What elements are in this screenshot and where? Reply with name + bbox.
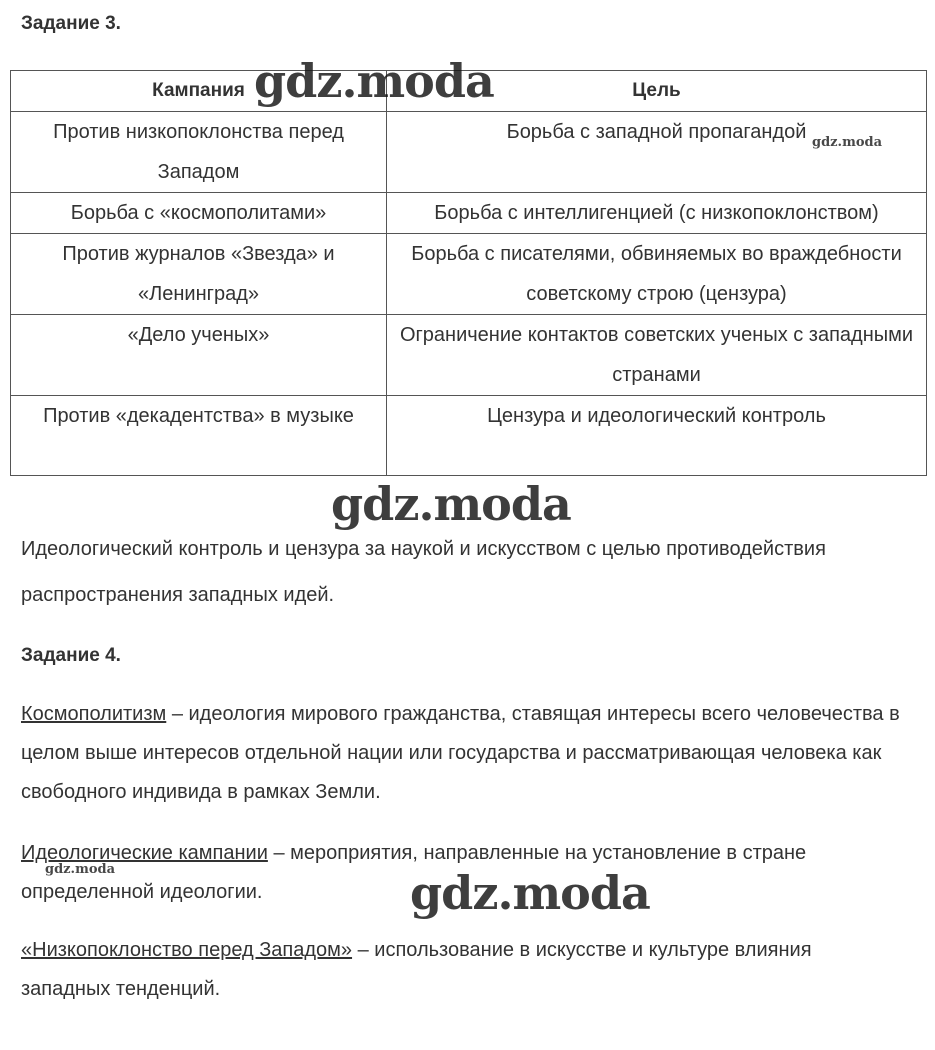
task3-heading: Задание 3. — [21, 13, 121, 34]
task4-heading: Задание 4. — [21, 645, 121, 666]
column-header-goal: Цель — [387, 71, 927, 112]
task3-conclusion: Идеологический контроль и цензура за наукой и искусством с целью противодействия распространения западных идей. — [21, 538, 826, 606]
table-cell-goal: Цензура и идеологический контроль — [387, 396, 927, 476]
definition-text: – мероприятия, направленные на установление в стране определенной идеологии. — [21, 842, 807, 903]
table-row — [11, 234, 927, 315]
table-row — [11, 193, 927, 234]
campaigns-table — [10, 70, 927, 476]
table-cell-campaign: «Дело ученых» — [11, 315, 387, 396]
definition-paragraph — [21, 695, 901, 812]
definition-text: – идеология мирового гражданства, ставящая интересы всего человечества в целом выше интересов отдельной нации или государства и рассматривающая человека как свободного индивида в рамках Земли. — [21, 703, 900, 803]
watermark-logo: gdz.moda — [410, 866, 650, 920]
watermark-logo: gdz.moda — [331, 477, 571, 531]
table-cell-goal: Борьба с писателями, обвиняемых во враждебности советскому строю (цензура) — [387, 234, 927, 315]
table-cell-campaign: Против низкопоклонства перед Западом — [11, 112, 387, 193]
definition-term: Идеологические кампании — [21, 842, 268, 864]
table-row — [11, 396, 927, 476]
column-header-campaign: Кампания — [11, 71, 387, 112]
table-cell-campaign: Против журналов «Звезда» и «Ленинград» — [11, 234, 387, 315]
table-row — [11, 112, 927, 193]
definition-term: «Низкопоклонство перед Западом» — [21, 939, 353, 961]
watermark-logo: gdz.moda — [254, 54, 494, 108]
definition-text: – использование в искусстве и культуре влияния западных тенденций. — [21, 939, 812, 1000]
watermark-logo-small: gdz.moda — [812, 135, 883, 150]
table-cell-goal: Борьба с западной пропагандой — [387, 112, 927, 193]
table-cell-campaign: Борьба с «космополитами» — [11, 193, 387, 234]
table-cell-campaign: Против «декадентства» в музыке — [11, 396, 387, 476]
definition-paragraph — [21, 931, 901, 1009]
watermark-logo-small: gdz.moda — [45, 862, 116, 877]
definition-term: Космополитизм — [21, 703, 167, 725]
table-cell-goal: Ограничение контактов советских ученых с западными странами — [387, 315, 927, 396]
table-row — [11, 315, 927, 396]
table-cell-goal: Борьба с интеллигенцией (с низкопоклонством) — [387, 193, 927, 234]
